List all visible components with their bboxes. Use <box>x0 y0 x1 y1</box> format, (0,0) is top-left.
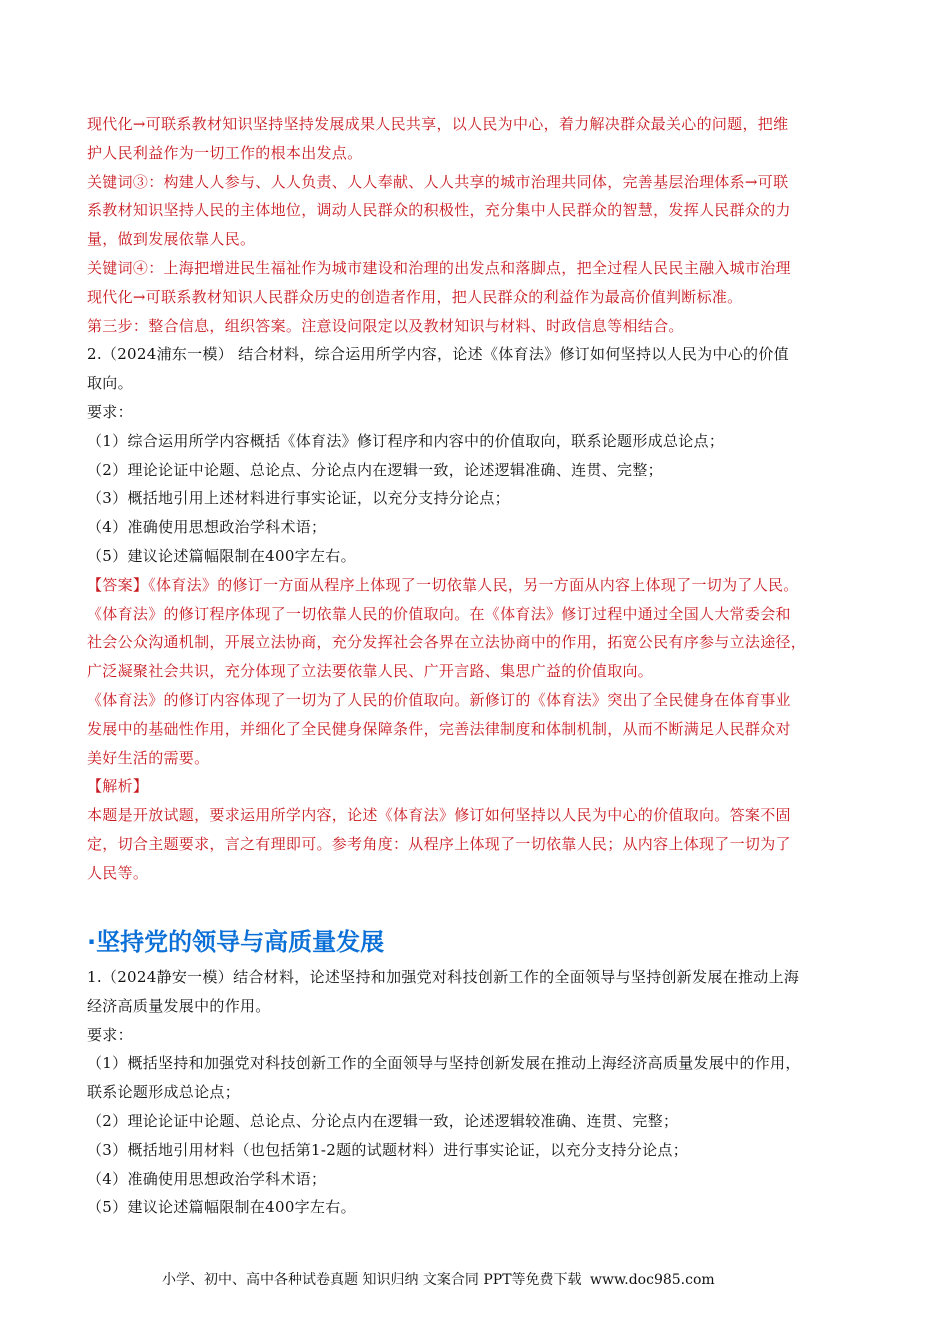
text-line: 【答案】《体育法》的修订一方面从程序上体现了一切依靠人民，另一方面从内容上体现了一切为了人民。 <box>87 575 799 594</box>
text-line: 发展中的基础性作用，并细化了全民健身保障条件，完善法律制度和体制机制，从而不断满足人民群众对 <box>87 719 791 738</box>
text-line: 关键词③：构建人人参与、人人负责、人人奉献、人人共享的城市治理共同体，完善基层治理体系→可联 <box>87 172 789 191</box>
text-line: 取向。 <box>87 374 133 393</box>
text-line: 定，切合主题要求，言之有理即可。参考角度：从程序上体现了一切依靠人民；从内容上体现了一切为了 <box>87 835 791 853</box>
text-line: 《体育法》的修订内容体现了一切为了人民的价值取向。新修订的《体育法》突出了全民健身在体育事业 <box>87 691 791 709</box>
footer-link[interactable]: www.doc985.com <box>589 1272 715 1288</box>
text-line: 【解析】 <box>87 777 149 796</box>
text-line: （3）概括地引用上述材料进行事实论证，以充分支持分论点； <box>87 489 510 508</box>
section-heading: ·坚持党的领导与高质量发展 <box>87 928 385 956</box>
text-line: 1.（2024静安一模）结合材料，论述坚持和加强党对科技创新工作的全面领导与坚持创新发展在推动上海 <box>87 968 800 986</box>
text-line: 要求： <box>87 1025 133 1044</box>
text-line: 《体育法》的修订程序体现了一切依靠人民的价值取向。在《体育法》修订过程中通过全国人大常委会和 <box>87 604 791 623</box>
footer-text: 小学、初中、高中各种试卷真题 知识归纳 文案合同 PPT等免费下载 <box>162 1272 582 1288</box>
text-line: 广泛凝聚社会共识，充分体现了立法要依靠人民、广开言路、集思广益的价值取向。 <box>87 662 654 681</box>
text-line: 护人民利益作为一切工作的根本出发点。 <box>87 143 363 162</box>
text-line: （2）理论论证中论题、总论点、分论点内在逻辑一致，论述逻辑较准确、连贯、完整； <box>87 1112 679 1130</box>
text-line: 社会公众沟通机制，开展立法协商，充分发挥社会各界在立法协商中的作用，拓宽公民有序参与立法途径， <box>87 633 807 652</box>
text-line: （5）建议论述篇幅限制在400字左右。 <box>87 547 356 565</box>
text-line: 人民等。 <box>87 863 149 882</box>
text-line: （1）概括坚持和加强党对科技创新工作的全面领导与坚持创新发展在推动上海经济高质量发展中的作用， <box>87 1054 801 1073</box>
text-line: 第三步：整合信息，组织答案。注意设问限定以及教材知识与材料、时政信息等相结合。 <box>87 316 684 335</box>
text-line: 系教材知识坚持人民的主体地位，调动人民群众的积极性，充分集中人民群众的智慧，发挥人民群众的力 <box>87 201 791 220</box>
text-line: 联系论题形成总论点； <box>87 1083 241 1102</box>
text-line: （1）综合运用所学内容概括《体育法》修订程序和内容中的价值取向，联系论题形成总论点； <box>87 431 725 450</box>
text-line: 现代化→可联系教材知识坚持坚持发展成果人民共享，以人民为中心，着力解决群众最关心的问题，把维 <box>87 115 789 133</box>
text-line: （5）建议论述篇幅限制在400字左右。 <box>87 1198 356 1217</box>
text-line: 经济高质量发展中的作用。 <box>87 996 271 1015</box>
text-line: （2）理论论证中论题、总论点、分论点内在逻辑一致，论述逻辑准确、连贯、完整； <box>87 460 663 479</box>
text-line: 关键词④：上海把增进民生福祉作为城市建设和治理的出发点和落脚点，把全过程人民民主融入城市治理 <box>87 259 791 277</box>
text-line: 2.（2024浦东一模） 结合材料，综合运用所学内容，论述《体育法》修订如何坚持以人民为中心的价值 <box>87 345 789 364</box>
text-line: （4）准确使用思想政治学科术语； <box>87 1169 327 1188</box>
text-line: 本题是开放试题，要求运用所学内容，论述《体育法》修订如何坚持以人民为中心的价值取向。答案不固 <box>87 806 791 825</box>
text-line: 现代化→可联系教材知识人民群众历史的创造者作用，把人民群众的利益作为最高价值判断标准。 <box>87 287 743 306</box>
text-line: （4）准确使用思想政治学科术语； <box>87 518 327 537</box>
text-line: 美好生活的需要。 <box>87 748 210 767</box>
text-line: 量，做到发展依靠人民。 <box>87 230 256 249</box>
text-line: 要求： <box>87 403 133 421</box>
text-line: （3）概括地引用材料（也包括第1-2题的试题材料）进行事实论证，以充分支持分论点； <box>87 1140 689 1159</box>
page-footer <box>162 1269 719 1289</box>
